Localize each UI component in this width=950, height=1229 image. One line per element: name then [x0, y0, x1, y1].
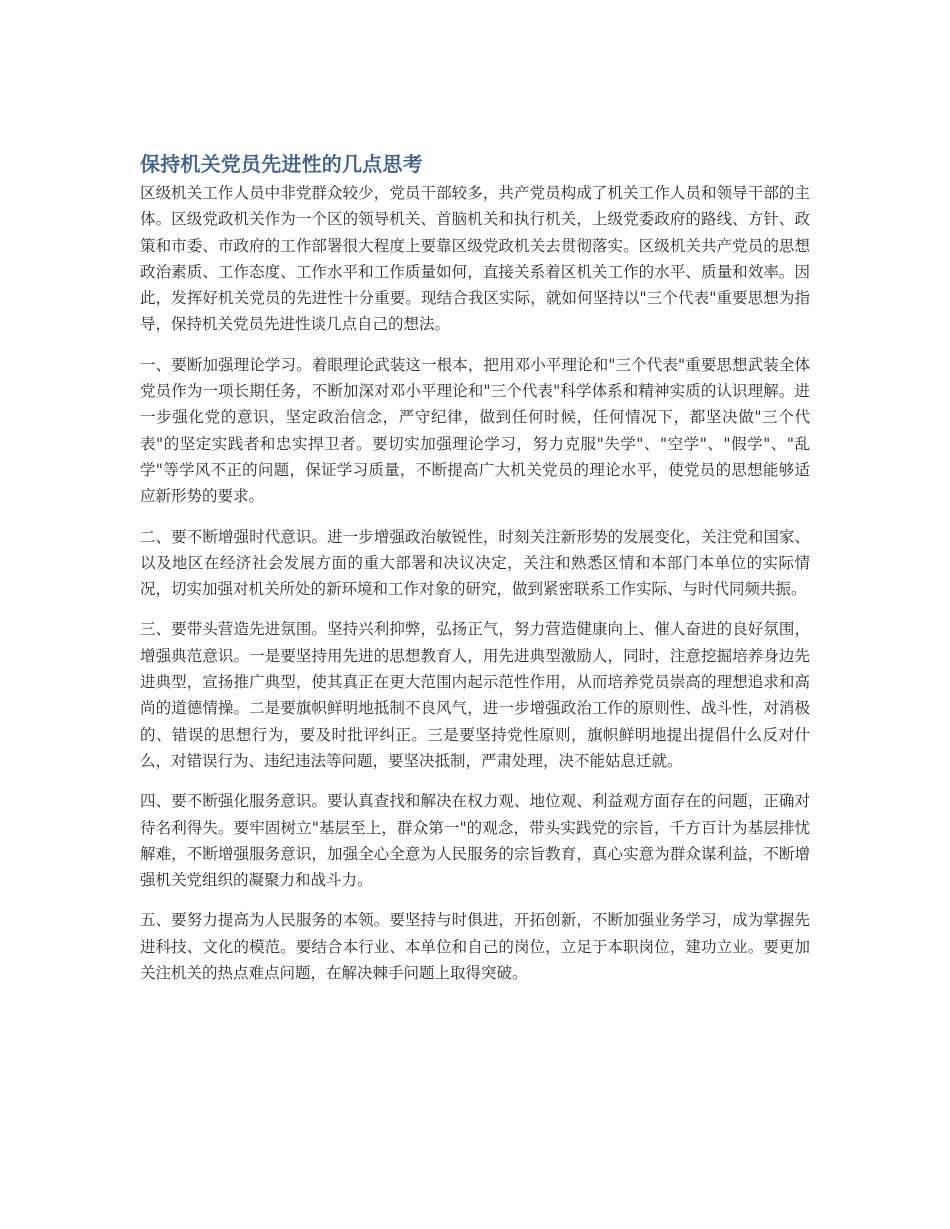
paragraph-point-5: 五、要努力提高为人民服务的本领。要坚持与时俱进，开拓创新，不断加强业务学习，成为掌握先进科技、文化的模范。要结合本行业、本单位和自己的岗位，立足于本职岗位，建功立业。要更加关注机关的热点难点问题，在解决棘手问题上取得突破。	[140, 911, 810, 983]
paragraph-point-2: 二、要不断增强时代意识。进一步增强政治敏锐性，时刻关注新形势的发展变化，关注党和国家、以及地区在经济社会发展方面的重大部署和决议决定，关注和熟悉区情和本部门本单位的实际情况，切实加强对机关所处的新环境和工作对象的研究，做到紧密联系工作实际、与时代同频共振。	[140, 527, 810, 599]
document-title: 保持机关党员先进性的几点思考	[140, 152, 423, 176]
paragraph-point-1: 一、要断加强理论学习。着眼理论武装这一根本，把用邓小平理论和"三个代表"重要思想武装全体党员作为一项长期任务，不断加深对邓小平理论和"三个代表"科学体系和精神实质的认识理解。进一步强化党的意识，坚定政治信念，严守纪律，做到任何时候，任何情况下，都坚决做"三个代表"的坚定实践者和忠实捍卫者。要切实加强理论学习，努力克服"失学"、"空学"、"假学"、"乱学"等学风不正的问题，保证学习质量，不断提高广大机关党员的理论水平，使党员的思想能够适应新形势的要求。	[140, 355, 810, 506]
paragraph-point-4: 四、要不断强化服务意识。要认真查找和解决在权力观、地位观、利益观方面存在的问题，正确对待名利得失。要牢固树立"基层至上，群众第一"的观念，带头实践党的宗旨，千方百计为基层排忧解难，不断增强服务意识，加强全心全意为人民服务的宗旨教育，真心实意为群众谋利益，不断增强机关党组织的凝聚力和战斗力。	[140, 792, 810, 890]
document-body	[140, 150, 810, 1000]
paragraph-intro: 区级机关工作人员中非党群众较少，党员干部较多，共产党员构成了机关工作人员和领导干部的主体。区级党政机关作为一个区的领导机关、首脑机关和执行机关，上级党委政府的路线、方针、政策和市委、市政府的工作部署很大程度上要靠区级党政机关去贯彻落实。区级机关共产党员的思想政治素质、工作态度、工作水平和工作质量如何，直接关系着区机关工作的水平、质量和效率。因此，发挥好机关党员的先进性十分重要。现结合我区实际，就如何坚持以"三个代表"重要思想为指导，保持机关党员先进性谈几点自己的想法。	[140, 184, 810, 334]
paragraph-point-3: 三、要带头营造先进氛围。坚持兴利抑弊，弘扬正气，努力营造健康向上、催人奋进的良好氛围，增强典范意识。一是要坚持用先进的思想教育人，用先进典型激励人，同时，注意挖掘培养身边先进典型，宣扬推广典型，使其真正在更大范围内起示范性作用，从而培养党员崇高的理想追求和高尚的道德情操。二是要旗帜鲜明地抵制不良风气，进一步增强政治工作的原则性、战斗性，对消极的、错误的思想行为，要及时批评纠正。三是要坚持党性原则，旗帜鲜明地提出提倡什么反对什么，对错误行为、违纪违法等问题，要坚决抵制，严肃处理，决不能姑息迁就。	[140, 620, 810, 770]
